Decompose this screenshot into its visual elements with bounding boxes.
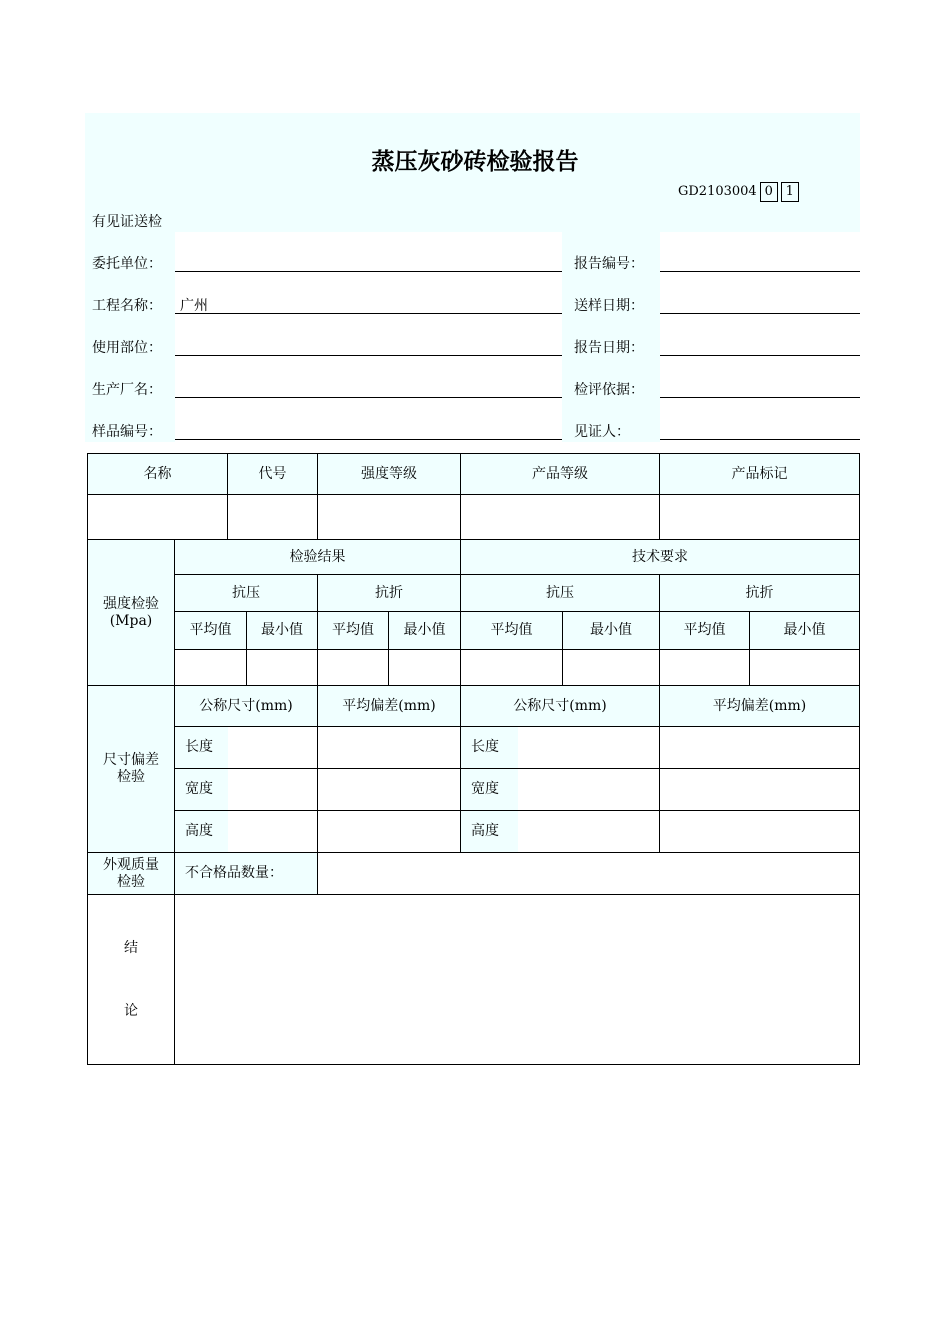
appearance-test-label: 外观质量 检验 [87,852,175,895]
value-cell[interactable] [317,649,389,686]
unqualified-count-input[interactable] [317,852,860,895]
code-box[interactable]: 0 [760,182,778,202]
field-label: 报告日期： [574,340,644,356]
header-product-grade: 产品等级 [460,453,660,495]
header-code: 代号 [227,453,318,495]
header-product-mark: 产品标记 [659,453,860,495]
value-cell[interactable] [659,768,860,811]
nominal-size-header: 公称尺寸(mm) [174,685,318,727]
dimension-test-label: 尺寸偏差 检验 [87,685,175,853]
nominal-size-header: 公称尺寸(mm) [460,685,660,727]
value-cell[interactable] [460,649,563,686]
header-name: 名称 [87,453,228,495]
test-result-header: 检验结果 [174,539,461,575]
conclusion-char: 论 [124,1002,138,1019]
avg-deviation-header: 平均偏差(mm) [659,685,860,727]
witness-label: 有见证送检 [92,214,162,230]
avg-header: 平均值 [659,611,750,650]
underline [660,271,860,272]
underline [660,313,860,314]
strength-test-label: 强度检验 (Mpa) [87,539,175,686]
avg-deviation-header: 平均偏差(mm) [317,685,461,727]
doc-code [678,182,799,202]
underline [175,355,562,356]
flex-header: 抗折 [317,574,461,612]
length-cell[interactable]: 长度 [174,726,318,769]
header-strength-grade: 强度等级 [317,453,461,495]
conclusion-input[interactable] [174,894,860,1065]
field-label: 见证人： [574,424,630,440]
field-label: 检评依据： [574,382,644,398]
value-cell[interactable] [562,649,660,686]
underline [660,439,860,440]
field-label: 报告编号： [574,256,644,272]
value-cell[interactable] [317,810,461,853]
value-cell[interactable] [659,649,750,686]
field-label: 样品编号： [92,424,162,440]
code-box[interactable]: 1 [781,182,799,202]
requirement-header: 技术要求 [460,539,860,575]
strength-grade-cell[interactable] [317,494,461,540]
min-header: 最小值 [749,611,860,650]
width-cell[interactable]: 宽度 [174,768,318,811]
compress-header: 抗压 [174,574,318,612]
project-name-input[interactable]: 广州 [180,298,208,314]
width-cell[interactable]: 宽度 [460,768,660,811]
avg-header: 平均值 [174,611,247,650]
field-label: 委托单位： [92,256,162,272]
doc-code-text: GD2103004 [678,184,757,199]
product-mark-cell[interactable] [659,494,860,540]
value-cell[interactable] [659,810,860,853]
min-header: 最小值 [246,611,318,650]
value-cell[interactable] [317,768,461,811]
name-cell[interactable] [87,494,228,540]
field-label: 生产厂名： [92,382,162,398]
value-cell[interactable] [317,726,461,769]
page-title: 蒸压灰砂砖检验报告 [371,149,579,175]
value-cell[interactable] [174,649,247,686]
flex-header: 抗折 [659,574,860,612]
underline [660,397,860,398]
unqualified-count-label: 不合格品数量： [174,852,318,895]
height-cell[interactable]: 高度 [460,810,660,853]
field-label: 工程名称： [92,298,162,314]
field-label: 送样日期： [574,298,644,314]
conclusion-label [87,894,175,1065]
avg-header: 平均值 [317,611,389,650]
compress-header: 抗压 [460,574,660,612]
conclusion-char: 结 [124,939,138,956]
height-cell[interactable]: 高度 [174,810,318,853]
value-cell[interactable] [246,649,318,686]
underline [175,313,562,314]
min-header: 最小值 [562,611,660,650]
underline [175,397,562,398]
value-cell[interactable] [659,726,860,769]
underline [175,271,562,272]
min-header: 最小值 [388,611,461,650]
underline [660,355,860,356]
field-label: 使用部位： [92,340,162,356]
product-grade-cell[interactable] [460,494,660,540]
length-cell[interactable]: 长度 [460,726,660,769]
code-cell[interactable] [227,494,318,540]
value-cell[interactable] [749,649,860,686]
value-cell[interactable] [388,649,461,686]
avg-header: 平均值 [460,611,563,650]
underline [175,439,562,440]
